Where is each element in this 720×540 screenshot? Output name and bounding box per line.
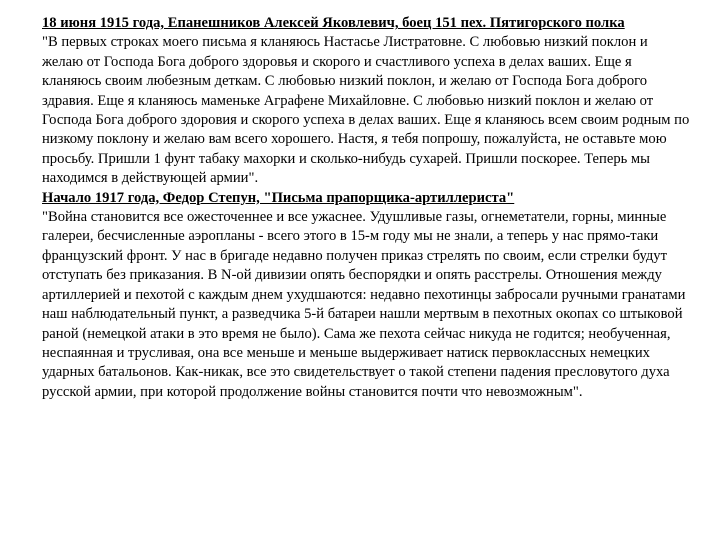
letter-2-text: "Война становится все ожесточеннее и все ужаснее. Удушливые газы, огнеметатели, горны, минные галереи, бесчисленные аэропланы - всего этого в 15-м году мы не знали, а теперь у нас прямо-таки французский фронт. У нас в бригаде недавно получен приказ стрелять по своим, если стрелки будут отступать без приказания. В N-ой дивизии опять беспорядки и опять расстрелы. Отношения между артиллерией и пехотой с каждым днем ухудшаются: недавно пехотинцы забросали ручными гранатами наш наблюдательный пункт, а разведчика 5-й батареи нашли мертвым в пехотных окопах со штыковой раной (немецкой атаки в это время не было). Сама же пехота сейчас никуда не годится; необученная, неспаянная и трусливая, она все меньше и меньше выдерживает натиск первоклассных немецких ударных батальонов. Как-никак, все это свидетельствует о такой степени падения пресловутого духа русской армии, при которой продолжение войны становится почти что невозможным".	[42, 209, 686, 400]
letter-1-heading: 18 июня 1915 года, Епанешников Алексей Яковлевич, боец 151 пех. Пятигорского полка	[42, 15, 625, 31]
document-body	[42, 14, 690, 402]
letter-2-heading: Начало 1917 года, Федор Степун, "Письма прапорщика-артиллериста"	[42, 189, 515, 206]
letter-1-text: "В первых строках моего письма я кланяюсь Настасье Листратовне. С любовью низкий поклон и желаю от Господа Бога доброго здоровья и скорого и счастливого успеха в делах ваших. Еще я кланяюсь своим любезным деткам. С любовью низкий поклон, и желаю от Господа Бога доброго здравия. Еще я кланяюсь маменьке Аграфене Михайловне. С любовью низкий поклон и желаю от Господа Бога доброго здоровия и скорого успеха в делах ваших. Еще я кланяюсь всем своим родным по низкому поклону и желаю вам всего хорошего. Настя, я тебя попрошу, пожалуйста, не оставьте мою просьбу. Пришли 1 фунт табаку махорки и сколько-нибудь сухарей. Пришли поскорее. Теперь мы находимся в действующей армии".	[42, 34, 690, 187]
